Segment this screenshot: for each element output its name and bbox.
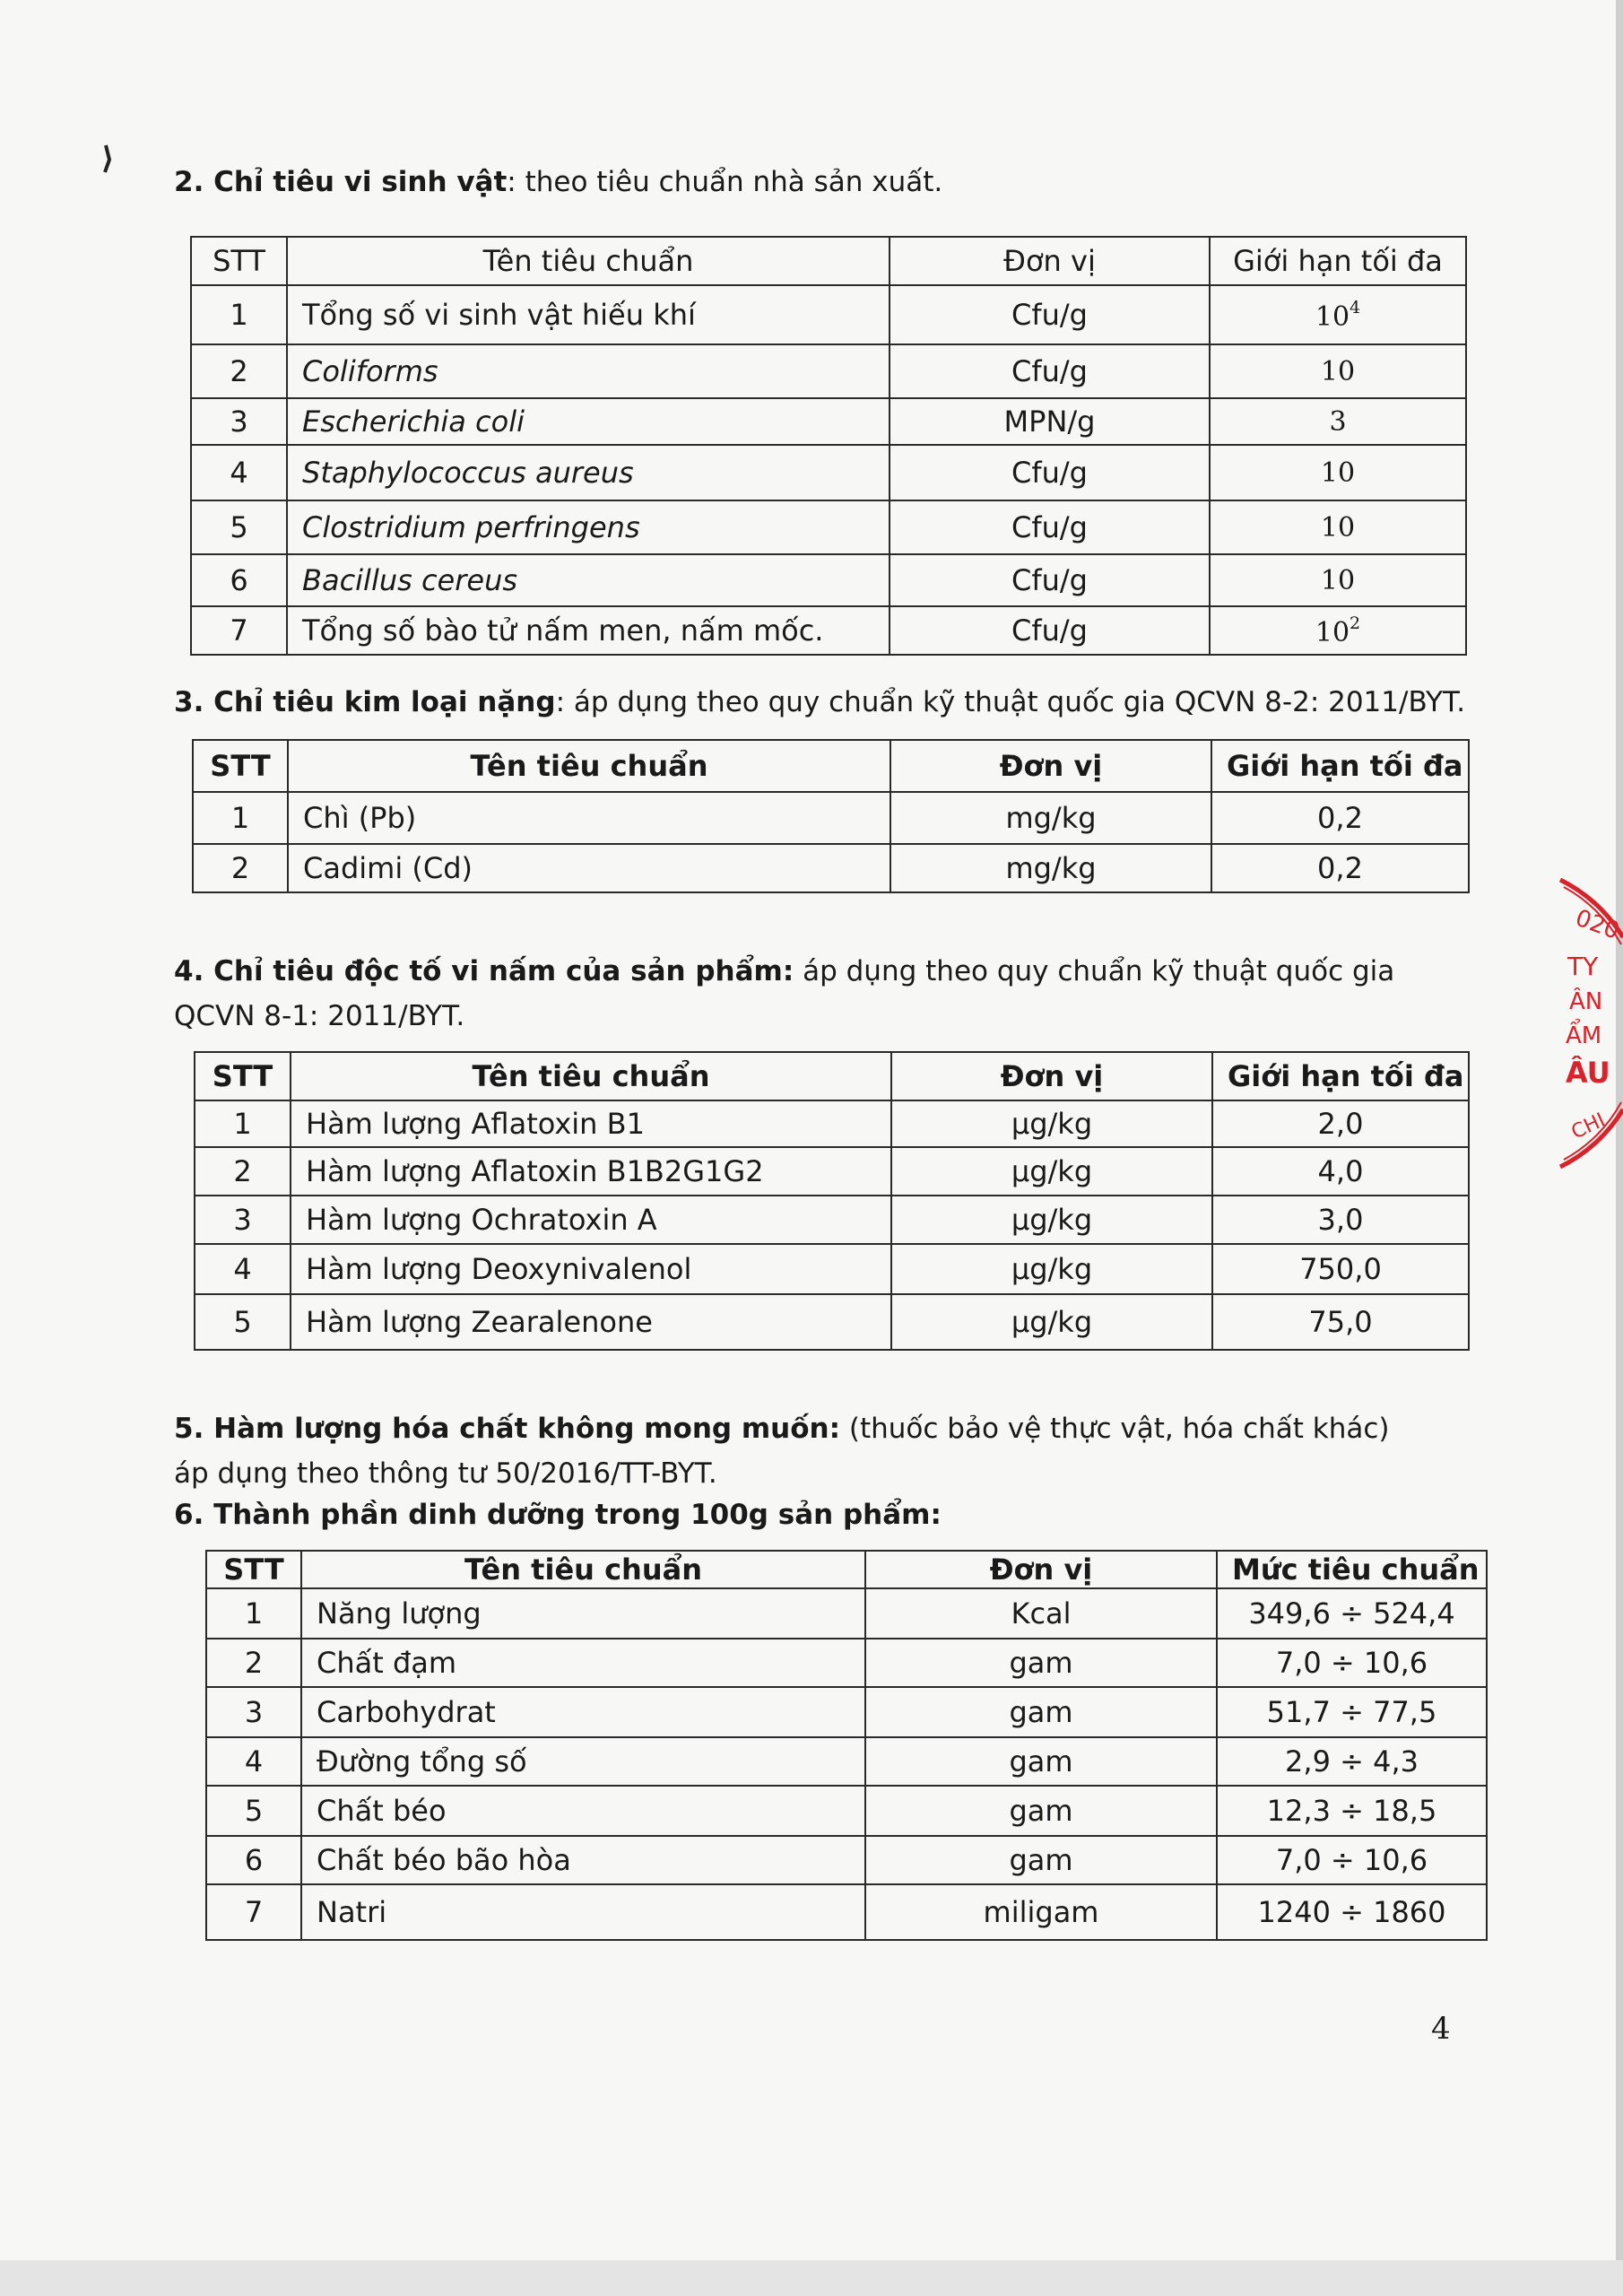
- table-header-row: STT Tên tiêu chuẩn Đơn vị Mức tiêu chuẩn: [206, 1551, 1487, 1588]
- svg-text:CHI: CHI: [1567, 1109, 1610, 1144]
- company-stamp: [1524, 874, 1623, 1179]
- svg-text:TY: TY: [1567, 952, 1599, 981]
- svg-text:ẨM: ẨM: [1566, 1022, 1602, 1049]
- table-row: 5 Chất béo gam 12,3 ÷ 18,5: [206, 1786, 1487, 1836]
- table-row: 5 Clostridium perfringens Cfu/g 10: [191, 500, 1466, 554]
- section-5-heading: 5. Hàm lượng hóa chất không mong muốn: (thuốc bảo vệ thực vật, hóa chất khác) áp dụng theo thông tư 50/2016/TT-BYT.: [174, 1413, 1390, 1490]
- table-row: 6 Chất béo bão hòa gam 7,0 ÷ 10,6: [206, 1836, 1487, 1884]
- table-row: 1 Tổng số vi sinh vật hiếu khí Cfu/g $10^4$: [191, 285, 1466, 344]
- table-row: 3 Hàm lượng Ochratoxin A µg/kg 3,0: [195, 1196, 1469, 1244]
- table-row: 6 Bacillus cereus Cfu/g 10: [191, 554, 1466, 606]
- table-header-row: STT Tên tiêu chuẩn Đơn vị Giới hạn tối đa: [193, 740, 1469, 792]
- table-row: 1 Hàm lượng Aflatoxin B1 µg/kg 2,0: [195, 1100, 1469, 1147]
- table-row: 2 Chất đạm gam 7,0 ÷ 10,6: [206, 1639, 1487, 1687]
- section-2-heading: 2. Chỉ tiêu vi sinh vật: theo tiêu chuẩn nhà sản xuất.: [174, 166, 943, 198]
- table-row: 2 Coliforms Cfu/g 10: [191, 344, 1466, 398]
- table-row: 2 Hàm lượng Aflatoxin B1B2G1G2 µg/kg 4,0: [195, 1147, 1469, 1196]
- table-row: 4 Đường tổng số gam 2,9 ÷ 4,3: [206, 1737, 1487, 1786]
- table-row: 5 Hàm lượng Zearalenone µg/kg 75,0: [195, 1294, 1469, 1350]
- page-bottom-shade: [0, 2260, 1623, 2296]
- table-row: 7 Natri miligam 1240 ÷ 1860: [206, 1884, 1487, 1940]
- mycotoxin-table: [194, 1051, 1470, 1351]
- microbiology-table: [190, 236, 1467, 656]
- table-row: 4 Staphylococcus aureus Cfu/g 10: [191, 445, 1466, 500]
- section-4-heading: 4. Chỉ tiêu độc tố vi nấm của sản phẩm: áp dụng theo quy chuẩn kỹ thuật quốc gia QCVN 8-1: 2011/BYT.: [174, 955, 1395, 1032]
- table-header-row: STT Tên tiêu chuẩn Đơn vị Giới hạn tối đa: [191, 237, 1466, 285]
- section-6-heading: 6. Thành phần dinh dưỡng trong 100g sản phẩm:: [174, 1499, 942, 1531]
- table-row: 4 Hàm lượng Deoxynivalenol µg/kg 750,0: [195, 1244, 1469, 1294]
- table-row: 7 Tổng số bào tử nấm men, nấm mốc. Cfu/g $10^2$: [191, 606, 1466, 655]
- scan-mark: [100, 142, 117, 178]
- svg-text:020: 020: [1571, 904, 1623, 945]
- table-row: 3 Carbohydrat gam 51,7 ÷ 77,5: [206, 1687, 1487, 1737]
- svg-text:ÂU: ÂU: [1566, 1056, 1610, 1090]
- svg-text:ÂN: ÂN: [1569, 988, 1603, 1015]
- table-row: 3 Escherichia coli MPN/g 3: [191, 398, 1466, 445]
- heavy-metal-table: [192, 739, 1470, 893]
- table-row: 2 Cadimi (Cd) mg/kg 0,2: [193, 844, 1469, 892]
- table-header-row: STT Tên tiêu chuẩn Đơn vị Giới hạn tối đa: [195, 1052, 1469, 1100]
- nutrition-table: [205, 1550, 1488, 1941]
- section-3-heading: 3. Chỉ tiêu kim loại nặng: áp dụng theo quy chuẩn kỹ thuật quốc gia QCVN 8-2: 2011/BYT.: [174, 686, 1466, 718]
- table-row: 1 Chì (Pb) mg/kg 0,2: [193, 792, 1469, 844]
- page-number: 4: [1431, 2011, 1451, 2047]
- table-row: 1 Năng lượng Kcal 349,6 ÷ 524,4: [206, 1588, 1487, 1639]
